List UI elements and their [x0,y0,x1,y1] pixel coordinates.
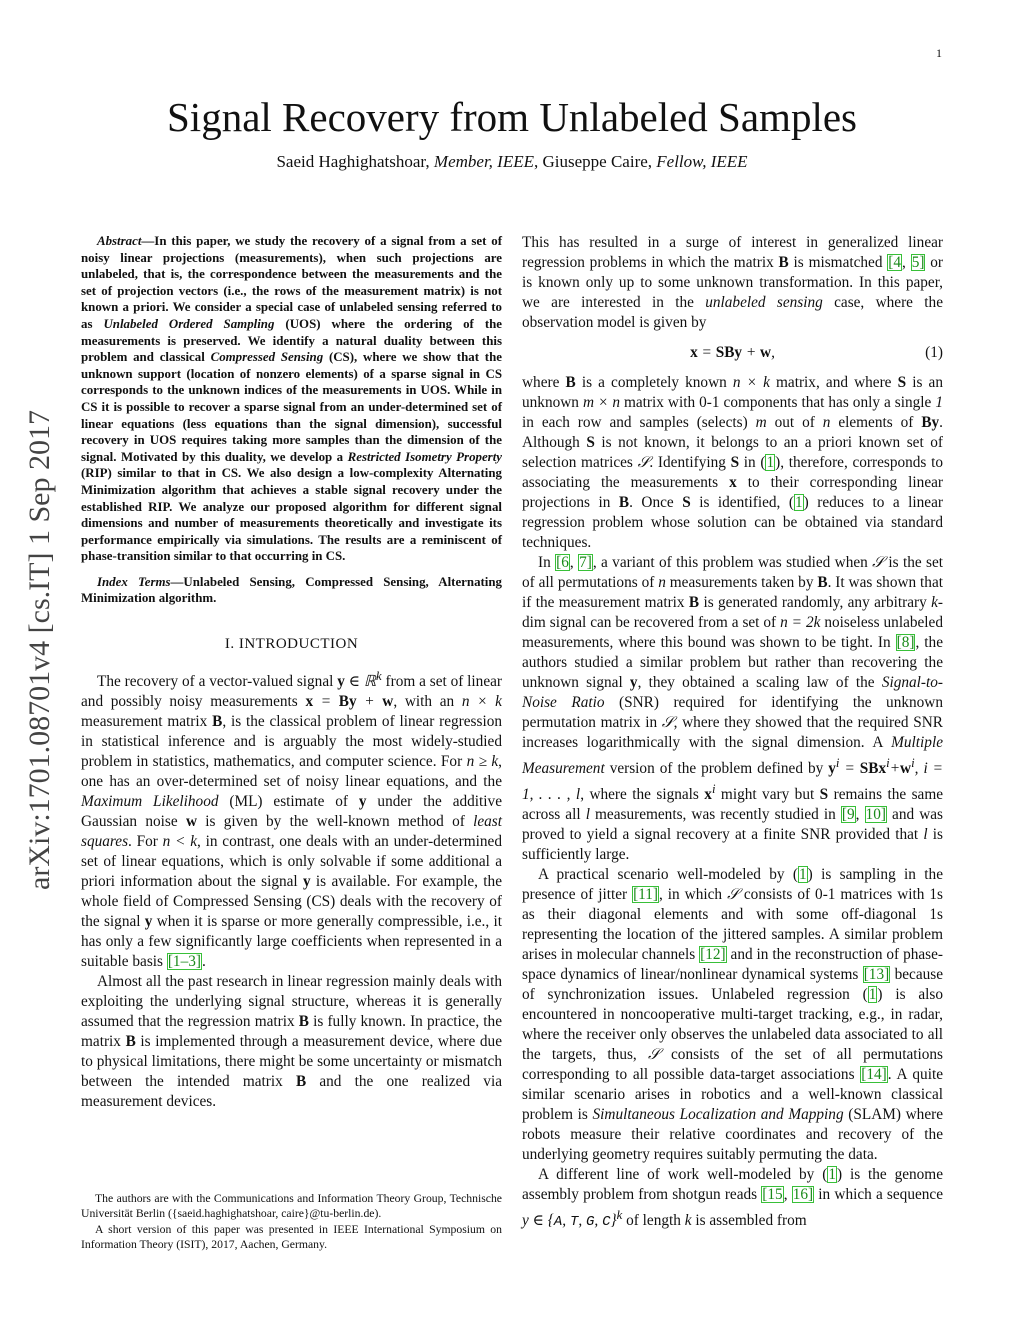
section-heading-introduction: I. INTRODUCTION [224,636,359,653]
index-terms: Index Terms—Unlabeled Sensing, Compressed Sensing, Alternating Minimization algorithm. [81,574,503,606]
citation-link[interactable]: 5] [911,254,925,271]
intro-paragraph-2: Almost all the past research in linear regression mainly deals with exploiting the underlying signal structure, whereas it is generally assumed that the regression matrix B is fully known. In practice, the matrix B is implemented through a measurement device, where due to physical limitations, there might be some uncertainty or mismatch between the intended matrix B and the one realized via measurement devices. [81,973,502,1111]
page-number: 1 [936,46,942,60]
equation-ref-link[interactable]: 1 [828,1166,836,1184]
citation-link[interactable]: [12] [700,946,726,964]
paper-title: Signal Recovery from Unlabeled Samples [167,94,857,140]
author-line: Saeid Haghighatshoar, Member, IEEE, Giuseppe Caire, Fellow, IEEE [276,152,748,171]
equation-1: x = SBy + w, (1) [522,342,943,364]
right-paragraph-2: where B is a completely known n × k matrix, and where S is an unknown m × n matrix with 0-1 components that has only a single 1 in each row and samples (selects) m out of n elements of By. Although S is not known, it belongs to an a priori known set of selection matrices 𝒮. Identifying S in (1), therefore, corresponds to associating the measurements x to their corresponding linear projections in B. Once S is identified, (1) reduces to a linear regression problem whose solution can be obtained via standard techniques. [522,374,943,551]
citation-link[interactable]: 16] [792,1186,814,1204]
equation-ref-link[interactable]: 1 [766,454,775,471]
footnote-affiliation: The authors are with the Communications and Information Theory Group, Technische Universität Berlin ({saeid.haghighatshoar, caire}@tu-berlin.de). [81,1192,502,1221]
citation-link[interactable]: [13] [863,966,890,984]
citation-link[interactable]: 7] [579,554,592,571]
citation-link[interactable]: 10] [865,806,886,824]
right-paragraph-5: A different line of work well-modeled by (1) is the genome assembly problem from shotgun reads [15, 16] in which a sequence y ∈ {A, T, G, C}$^k$ of length k is assembled from [522,1166,944,1231]
citation-link[interactable]: [11] [633,886,658,904]
citation-link[interactable]: [15 [762,1186,783,1204]
equation-ref-link[interactable]: 1 [799,866,807,884]
citation-link[interactable]: [14] [861,1066,887,1084]
left-column [81,233,502,1112]
equation-number: (1) [925,344,943,361]
citation-link[interactable]: [8] [896,634,915,651]
equation-ref-link[interactable]: 1 [794,494,803,511]
footnotes [81,1191,502,1253]
equation-ref-link[interactable]: 1 [868,986,877,1004]
arxiv-identifier: arXiv:1701.08701v4 [cs.IT] 1 Sep 2017 [23,410,56,890]
citation-link[interactable]: [6 [556,554,569,571]
right-paragraph-1: This has resulted in a surge of interest in generalized linear regression problems in which the matrix B is mismatched [4, 5] or is known only up to some unknown transformation. In this paper, we are interested in the unlabeled sensing case, where the observation model is given by [522,234,943,331]
citation-link[interactable]: [9 [841,806,855,824]
citation-link[interactable]: [1–3] [167,953,201,971]
right-paragraph-3: In [6, 7], a variant of this problem was studied when 𝒮 is the set of all permutations of n measurements taken by B. It was shown that if the measurement matrix B is generated randomly, any arbitrary k-dim signal can be recovered from a set of n = 2k noiseless unlabeled measurements, where this bound was shown to be tight. In [8], the authors studied a similar problem but rather than recovering the unknown signal y, they obtained a scaling law of the Signal-to-Noise Ratio (SNR) required for identifying the unknown permutation matrix in 𝒮, where they showed that the required SNR increases logarithmically with the signal dimension. A Multiple Measurement version of the problem defined by $y^i = SBx^i+w^i$, i = 1, . . . , l, where the signals $x^i$ might vary but S remains the same across all l measurements, was recently studied in [9, 10] and was proved to yield a signal recovery at a finite SNR provided that l is sufficiently large. [522,554,944,864]
intro-paragraph-1: The recovery of a vector-valued signal y ∈ ℝ$^k$ from a set of linear and possibly noisy measurements x = By + w, with an n × k measurement matrix B, is the classical problem of linear regression in statistical inference and is arguably the most widely-studied problem in statistics, mathematics, and computer science. For n ≥ k, one has an over-determined set of noisy linear equations, and the Maximum Likelihood (ML) estimate of y under the additive Gaussian noise w is given by the well-known method of least squares. For n < k, in contrast, one deals with an under-determined set of linear equations, which is only solvable if some additional a priori information about the signal y is available. For example, the whole field of Compressed Sensing (CS) deals with the recovery of the signal y when it is sparse or more generally compressible, i.e., it has only a few significantly large coefficients when represented in a suitable basis [1–3]. [81,669,502,971]
right-paragraph-4: A practical scenario well-modeled by (1) is sampling in the presence of jitter [11], in which 𝒮 consists of 0-1 matrices with 1s as their diagonal elements and with some off-diagonal 1s representing the location of the jittered samples. A similar problem arises in molecular channels [12] and in the reconstruction of phase-space dynamics of linear/nonlinear dynamical systems [13] because of synchronization issues. Unlabeled regression (1) is also encountered in noncooperative multi-target tracking, e.g., in radar, where the receiver only observes the unlabeled data associated to all the targets, thus, 𝒮 consists of the set of all permutations corresponding to all possible data-target associations [14]. A quite similar scenario arises in robotics and a well-known classical problem is Simultaneous Localization and Mapping (SLAM) where robots measure their relative coordinates and recovery of the underlying geometry requires suitably permuting the data. [522,866,944,1164]
right-column [522,233,943,1232]
citation-link[interactable]: [4 [888,254,902,271]
footnote-conference: A short version of this paper was presented in IEEE International Symposium on Information Theory (ISIT), 2017, Aachen, Germany. [81,1222,502,1252]
abstract: Abstract—In this paper, we study the recovery of a signal from a set of noisy linear projections (measurements), when such projections are unlabeled, that is, the correspondence between the measurements and the set of projection vectors (i.e., the rows of the measurement matrix) is not known a priori. We consider a special case of unlabeled sensing referred to as Unlabeled Ordered Sampling (UOS) where the ordering of the measurements is preserved. We identify a natural duality between this problem and classical Compressed Sensing (CS), where we show that the unknown support (location of nonzero elements) of a sparse signal in CS corresponds to the unknown indices of the measurements in UOS. While in CS it is possible to recover a sparse signal from an under-determined set of linear equations (less equations than the signal dimension), successful recovery in UOS requires taking more samples than the dimension of the signal. Motivated by this duality, we develop a Restricted Isometry Property (RIP) similar to that in CS. We also design a low-complexity Alternating Minimization algorithm that achieves a stable signal recovery under the established RIP. We analyze our proposed algorithm for different signal dimensions and number of measurements theoretically and investigate its performance empirically via simulations. The results are a reminiscent of phase-transition similar to that occurring in CS. [81,234,503,564]
